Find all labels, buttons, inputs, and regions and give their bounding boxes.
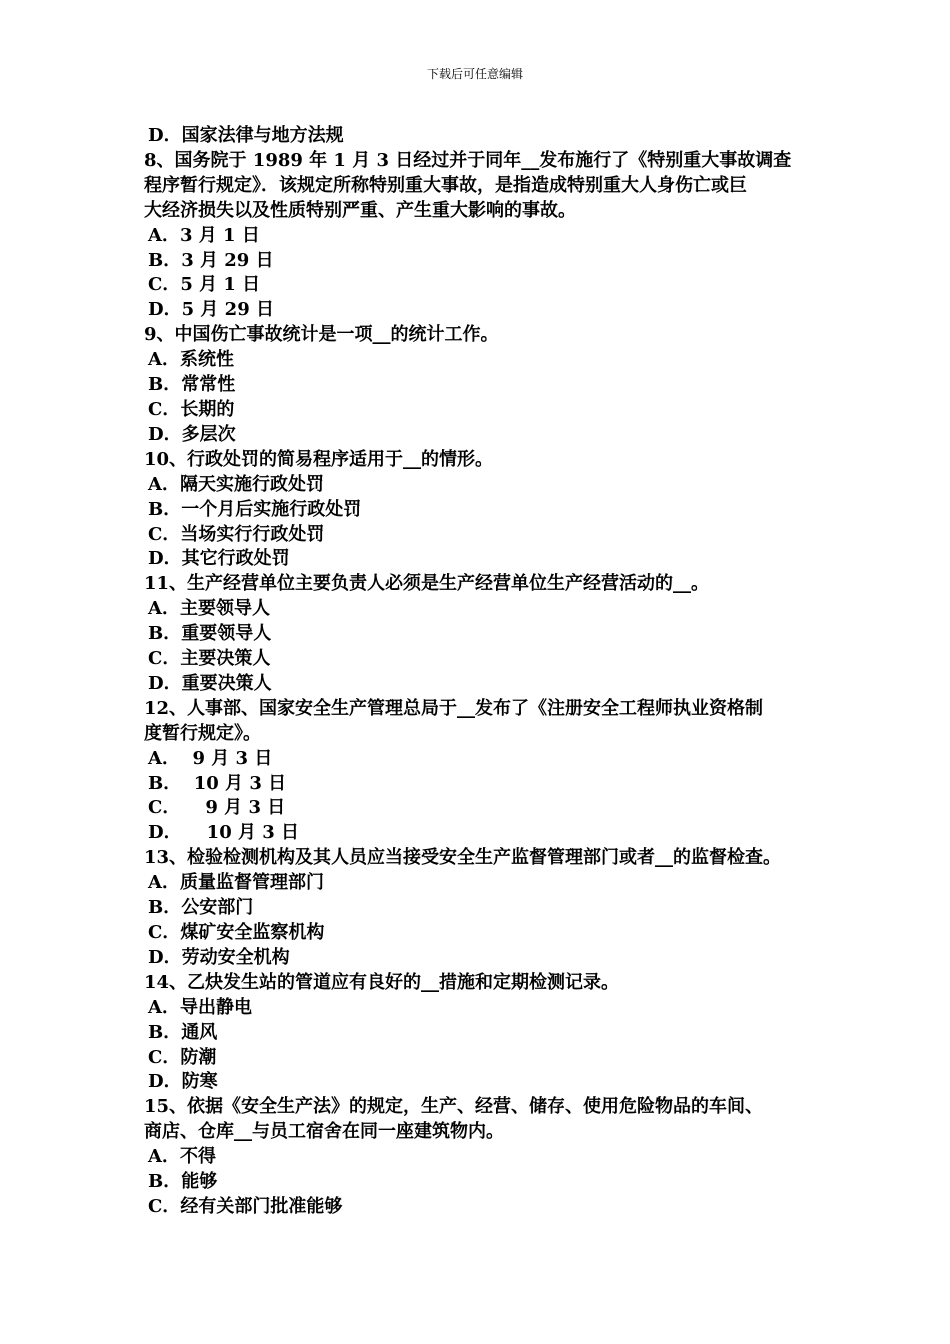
document-body (144, 124, 816, 1220)
question-text: 商店、仓库__与员工宿舍在同一座建筑物内。 (144, 1121, 504, 1143)
answer-option: A．3 月 1 日 (148, 224, 260, 246)
answer-option: C．经有关部门批准能够 (148, 1195, 343, 1217)
answer-option: C．5 月 1 日 (148, 274, 261, 296)
answer-option: B．公安部门 (148, 897, 254, 919)
question-text: 12、人事部、国家安全生产管理总局于__发布了《注册安全工程师执业资格制 (144, 697, 764, 719)
answer-option: D． 10 月 3 日 (148, 822, 300, 844)
answer-option: B．重要领导人 (148, 623, 272, 645)
answer-option: D．国家法律与地方法规 (148, 125, 344, 146)
answer-option: D．5 月 29 日 (148, 299, 274, 321)
answer-option: C．当场实行行政处罚 (148, 523, 325, 545)
question-text: 13、检验检测机构及其人员应当接受安全生产监督管理部门或者__的监督检查。 (144, 847, 782, 869)
question-text: 15、依据《安全生产法》的规定，生产、经营、储存、使用危险物品的车间、 (144, 1096, 764, 1118)
answer-option: B．一个月后实施行政处罚 (148, 498, 362, 520)
answer-option: C． 9 月 3 日 (148, 797, 286, 819)
page-header: 下载后可任意编辑 (426, 67, 523, 81)
answer-option: A．系统性 (148, 349, 234, 371)
question-text: 度暂行规定》。 (144, 722, 261, 744)
answer-option: B．3 月 29 日 (148, 249, 274, 271)
question-text: 程序暂行规定》．该规定所称特别重大事故，是指造成特别重大人身伤亡或巨 (144, 174, 747, 196)
question-text: 14、乙炔发生站的管道应有良好的__措施和定期检测记录。 (144, 971, 620, 993)
answer-option: A． 9 月 3 日 (148, 747, 273, 769)
answer-option: A．主要领导人 (148, 598, 270, 620)
answer-option: C．防潮 (148, 1046, 217, 1068)
answer-option: B．通风 (148, 1021, 218, 1043)
answer-option: D．劳动安全机构 (148, 946, 290, 968)
question-text: 9、中国伤亡事故统计是一项__的统计工作。 (144, 324, 499, 346)
question-text: 11、生产经营单位主要负责人必须是生产经营单位生产经营活动的__。 (144, 573, 710, 595)
question-text: 10、行政处罚的简易程序适用于__的情形。 (144, 448, 494, 470)
answer-option: A．不得 (148, 1146, 216, 1168)
question-text: 8、国务院于 1989 年 1 月 3 日经过并于同年__发布施行了《特别重大事故调查 (144, 149, 792, 171)
answer-option: B．能够 (148, 1171, 218, 1193)
answer-option: A．隔天实施行政处罚 (148, 473, 324, 495)
answer-option: B． 10 月 3 日 (148, 772, 287, 794)
answer-option: A．质量监督管理部门 (148, 872, 324, 894)
answer-option: C．主要决策人 (148, 648, 271, 670)
answer-option: D．重要决策人 (148, 672, 272, 694)
question-text: 大经济损失以及性质特别严重、产生重大影响的事故。 (144, 199, 576, 221)
answer-option: D．多层次 (148, 423, 236, 445)
answer-option: B．常常性 (148, 374, 236, 396)
answer-option: D．其它行政处罚 (148, 548, 290, 570)
answer-option: C．长期的 (148, 398, 235, 420)
answer-option: A．导出静电 (148, 996, 252, 1018)
answer-option: C．煤矿安全监察机构 (148, 922, 325, 943)
answer-option: D．防寒 (148, 1071, 218, 1093)
